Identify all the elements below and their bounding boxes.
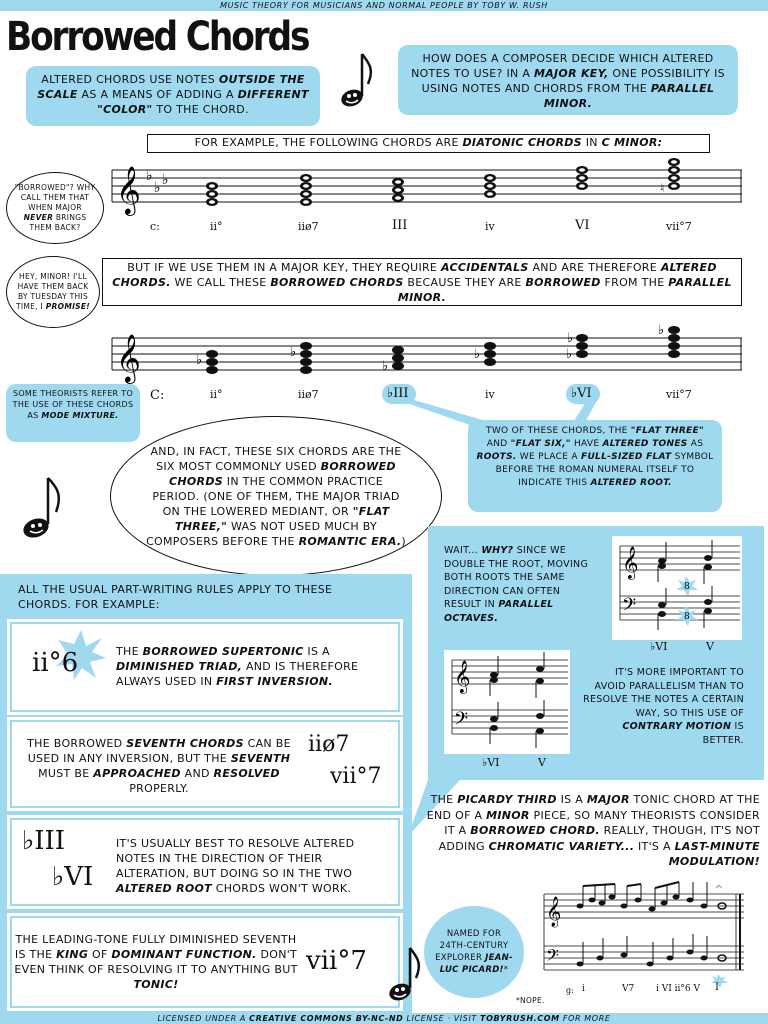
staff2-label: ♭III [387,386,409,401]
emph-span: CREATIVE COMMONS BY-NC-ND [249,1014,404,1023]
contrary-label: V [538,756,546,769]
flat-three-roman: ♭III [22,826,66,856]
emph-span: ALTERED ROOT. [590,478,672,488]
text-span: BECAUSE THEY ARE [403,276,526,289]
emph-span: JEAN-LUC PICARD! [439,953,513,975]
supertonic-text [116,644,386,689]
picardy-label: i VI ii°6 V [656,984,700,994]
text-span: HAVE [570,439,603,449]
emph-span: BORROWED SUPERTONIC [142,645,304,658]
hey-minor-bubble [6,256,100,328]
treble-clef-icon: 𝄞 [116,165,141,214]
text-span: DON'T EVEN THINK OF RESOLVING IT TO ANYTHING BUT [14,948,298,976]
text-span: SOME THEORISTS REFER TO THE USE OF THESE CHORDS AS [12,389,134,420]
text-span: FROM THE [600,276,669,289]
text-span: OF [88,948,112,961]
leading-tone-text [14,932,298,992]
contrary-motion-staff [444,650,570,754]
text-span: TO THE CHORD. [152,103,249,116]
six-chords-bubble [110,416,442,576]
emph-span: MINOR [486,808,530,822]
svg-text:♭: ♭ [196,353,203,368]
staff2-label: iiø7 [298,388,319,401]
text-span: WE PLACE A [516,452,581,462]
altered-root-text [116,836,396,896]
emph-span: SEVENTH CHORDS [126,737,244,750]
why-text [444,544,594,625]
svg-text:♭: ♭ [566,347,573,362]
text-span: REALLY, THOUGH, IT'S NOT ADDING [438,824,760,853]
text-span: AND IS THEREFORE ALWAYS USED IN [116,660,359,688]
emph-span: SEVENTH [230,752,291,765]
emph-span: "FLAT SIX," [510,439,571,449]
header-band [0,0,768,11]
text-span: AND [180,767,214,780]
text-span: * [503,965,509,975]
borrowed-question-bubble [6,172,104,244]
staff2-label: vii°7 [666,388,692,401]
emph-span: ROMANTIC ERA. [298,534,402,548]
emph-span: KING [56,948,89,961]
text-span: SYMBOL BEFORE THE ROMAN NUMERAL ITSELF TO INDICATE THIS [495,452,714,488]
emph-span: MODE MIXTURE. [41,411,119,420]
emph-span: RESOLVED [213,767,280,780]
part-writing-heading: ALL THE USUAL PART-WRITING RULES APPLY TO THESE CHORDS. FOR EXAMPLE: [18,583,333,611]
text-span: FOR MORE [559,1014,611,1023]
fermata-icon: 𝄐 [716,882,722,893]
emph-span: MAJOR [586,793,630,806]
flat-six-roman: ♭VI [52,862,94,892]
text-span: CHORDS WON'T WORK. [211,882,352,895]
text-span: IN [581,136,602,149]
emph-span: BORROWED CHORDS [169,459,396,488]
mode-mixture-callout [6,384,140,442]
emph-span: CONTRARY MOTION [622,721,732,732]
text-span: WE CALL THESE [170,276,271,289]
emph-span: TOBYRUSH.COM [480,1014,560,1023]
emph-span: ALTERED TONES [602,439,688,449]
picard-bubble [424,906,524,998]
text-span: THE LEADING-TONE FULLY DIMINISHED SEVENTH IS THE [14,933,297,961]
emph-span: BORROWED CHORDS [270,276,404,289]
svg-text:8: 8 [684,612,690,622]
c-major-staff [112,318,742,382]
emph-span: DIFFERENT "COLOR" [97,88,309,116]
header-text: MUSIC THEORY FOR MUSICIANS AND NORMAL PEOPLE BY TOBY W. RUSH [220,1,548,10]
text-span: TONIC CHORD AT THE END OF A [426,793,760,822]
emph-span: PARALLEL OCTAVES. [444,599,554,624]
emph-span: TONIC! [133,978,179,991]
text-span: ONE POSSIBILITY IS USING NOTES AND CHORDS FROM THE [421,67,725,95]
staff1-label: vii°7 [666,220,692,233]
text-span: BRINGS THEM BACK? [29,213,87,232]
staff1-label: ii° [210,220,223,233]
emph-span: "FLAT THREE," [174,504,390,533]
text-span: THE BORROWED [27,737,127,750]
emph-span: CHROMATIC VARIETY... [488,839,635,853]
bass-clef-icon: 𝄢 [622,595,637,620]
emph-span: BORROWED [525,276,601,289]
text-span: PIECE, SO MANY THEORISTS CONSIDER IT A [444,808,760,837]
flat-icon: ♭ [162,172,169,188]
composer-question-callout [398,45,738,115]
staff1-label: III [392,218,408,233]
text-span: HEY, MINOR! I'LL HAVE THEM BACK BY TUESDAY THIS TIME, I [15,272,89,311]
text-span: THE [116,645,143,658]
picardy-label: I [715,982,719,993]
text-span: THE [430,793,458,806]
natural-icon: ♮ [660,181,665,195]
eighth-note-character-icon [386,944,422,1008]
text-span: AS A MEANS OF ADDING A [77,88,238,101]
text-span: MUST BE [38,767,94,780]
text-span: AND, IN FACT, THESE SIX CHORDS ARE THE SIX MOST COMMONLY USED [150,444,402,473]
staff2-label: ii° [210,388,223,401]
text-span: LICENSE · VISIT [403,1014,481,1023]
emph-span: "FLAT THREE" [630,426,704,436]
text-span: PROPERLY. [129,782,189,795]
emph-span: FIRST INVERSION. [216,675,333,688]
why-label: V [706,640,714,653]
page-title: Borrowed Chords [6,14,309,60]
fully-diminished-roman: vii°7 [330,764,382,789]
text-span: WAIT... [444,545,482,556]
treble-clef-icon: 𝄞 [546,897,562,927]
contrary-label: ♭VI [482,756,500,769]
emph-span: FULL-SIZED FLAT [581,452,672,462]
text-span: AND [486,439,511,449]
emph-span: APPROACHED [93,767,181,780]
svg-text:♭: ♭ [290,345,297,360]
text-span: "BORROWED"? WHY CALL THEM THAT WHEN MAJOR [14,183,96,212]
text-span: ) [401,534,406,548]
why-label: ♭VI [650,640,668,653]
staff2-label: iv [485,388,495,401]
nope-footnote: *NOPE. [516,996,545,1005]
svg-text:♭: ♭ [382,359,389,374]
emph-span: PICARDY THIRD [457,793,557,806]
footer-band [0,1013,768,1024]
emph-span: DOMINANT FUNCTION. [111,948,257,961]
flat-icon: ♭ [146,168,153,184]
text-span: AND ARE THEREFORE [528,261,661,274]
c-minor-staff [112,158,742,218]
picardy-text [418,792,760,870]
staff1-label: c: [150,220,160,233]
emph-span: C MINOR: [601,136,663,149]
picardy-label: V7 [622,984,635,994]
emph-span: PROMISE! [45,302,91,311]
text-span: BUT IF WE USE THEM IN A MAJOR KEY, THEY REQUIRE [127,261,441,274]
seventh-chords-text [14,736,304,796]
leading-tone-roman: vii°7 [306,946,367,976]
emph-span: ALTERED CHORDS. [112,261,717,289]
text-span: IT'S USUALLY BEST TO RESOLVE ALTERED NOTES IN THE DIRECTION OF THEIR ALTERATION, BUT DOING SO IN THE TWO [116,837,355,880]
text-span: LICENSED UNDER A [157,1014,250,1023]
bass-clef-icon: 𝄢 [546,945,559,969]
flat-icon: ♭ [154,180,161,196]
flat-three-six-callout [468,420,722,512]
accidentals-box [102,258,742,306]
text-span: IS A [303,645,330,658]
treble-clef-icon: 𝄞 [454,660,471,693]
altered-intro-callout [26,66,320,126]
text-span: SINCE WE DOUBLE THE ROOT, MOVING BOTH ROOTS THE SAME DIRECTION CAN OFTEN RESULT IN [444,545,589,610]
picardy-score [540,878,746,986]
emph-span: PARALLEL MINOR. [397,276,732,304]
eighth-note-character-icon [18,474,64,546]
text-span: CAN BE USED IN ANY INVERSION, BUT THE [27,737,291,765]
text-span: WAS NOT USED MUCH BY COMPOSERS BEFORE THE [146,519,377,548]
svg-text:♭: ♭ [658,323,665,338]
emph-span: ROOTS. [476,452,517,462]
half-diminished-roman: iiø7 [308,732,350,757]
svg-text:♭: ♭ [474,347,481,362]
text-span: IT'S A [634,839,675,853]
text-span: IT'S MORE IMPORTANT TO AVOID PARALLELISM THAN TO RESOLVE THE NOTES A CERTAIN WAY, SO THIS USE OF [583,667,744,719]
svg-text:♭: ♭ [567,331,574,346]
picardy-label: g: [566,986,574,995]
text-span: HOW DOES A COMPOSER DECIDE WHICH ALTERED NOTES TO USE? IN A [411,52,714,80]
parallel-octaves-staff [612,536,742,640]
text-span: FOR EXAMPLE, THE FOLLOWING CHORDS ARE [194,136,463,149]
emph-span: BORROWED CHORD. [470,824,600,837]
emph-span: PARALLEL MINOR. [543,82,715,110]
text-span: AS [687,439,704,449]
emph-span: NEVER [23,213,54,222]
emph-span: MAJOR KEY, [533,67,609,80]
emph-span: ALTERED ROOT [116,882,212,895]
emph-span: ACCIDENTALS [440,261,529,274]
text-span: ALTERED CHORDS USE NOTES [41,73,219,86]
emph-span: LAST-MINUTE MODULATION! [668,839,760,868]
staff1-label: iiø7 [298,220,319,233]
text-span: IS A [556,793,587,806]
emph-span: DIATONIC CHORDS [462,136,582,149]
emph-span: WHY? [481,545,514,556]
picardy-label: i [582,984,585,994]
staff1-label: iv [485,220,495,233]
contrary-text [582,666,744,747]
text-span: IN THE COMMON PRACTICE PERIOD. (ONE OF THEM, THE MAJOR TRIAD ON THE LOWERED MEDIANT, OR [152,474,400,518]
treble-clef-icon: 𝄞 [622,546,639,579]
eighth-note-character-icon [336,50,376,114]
text-span: TWO OF THESE CHORDS, THE [486,426,631,436]
bass-clef-icon: 𝄢 [454,709,469,734]
emph-span: OUTSIDE THE SCALE [37,73,305,101]
supertonic-roman: ii°6 [32,648,79,678]
staff2-label: ♭VI [571,386,592,401]
text-span: NAMED FOR 24TH-CENTURY EXPLORER [435,929,509,963]
emph-span: DIMINISHED TRIAD, [116,660,243,673]
text-span: IS BETTER. [702,721,744,746]
staff1-label: VI [575,218,590,233]
staff2-label: C: [150,388,165,403]
treble-clef-icon: 𝄞 [116,333,141,382]
diatonic-example-box [147,134,710,153]
svg-text:8: 8 [684,582,690,592]
